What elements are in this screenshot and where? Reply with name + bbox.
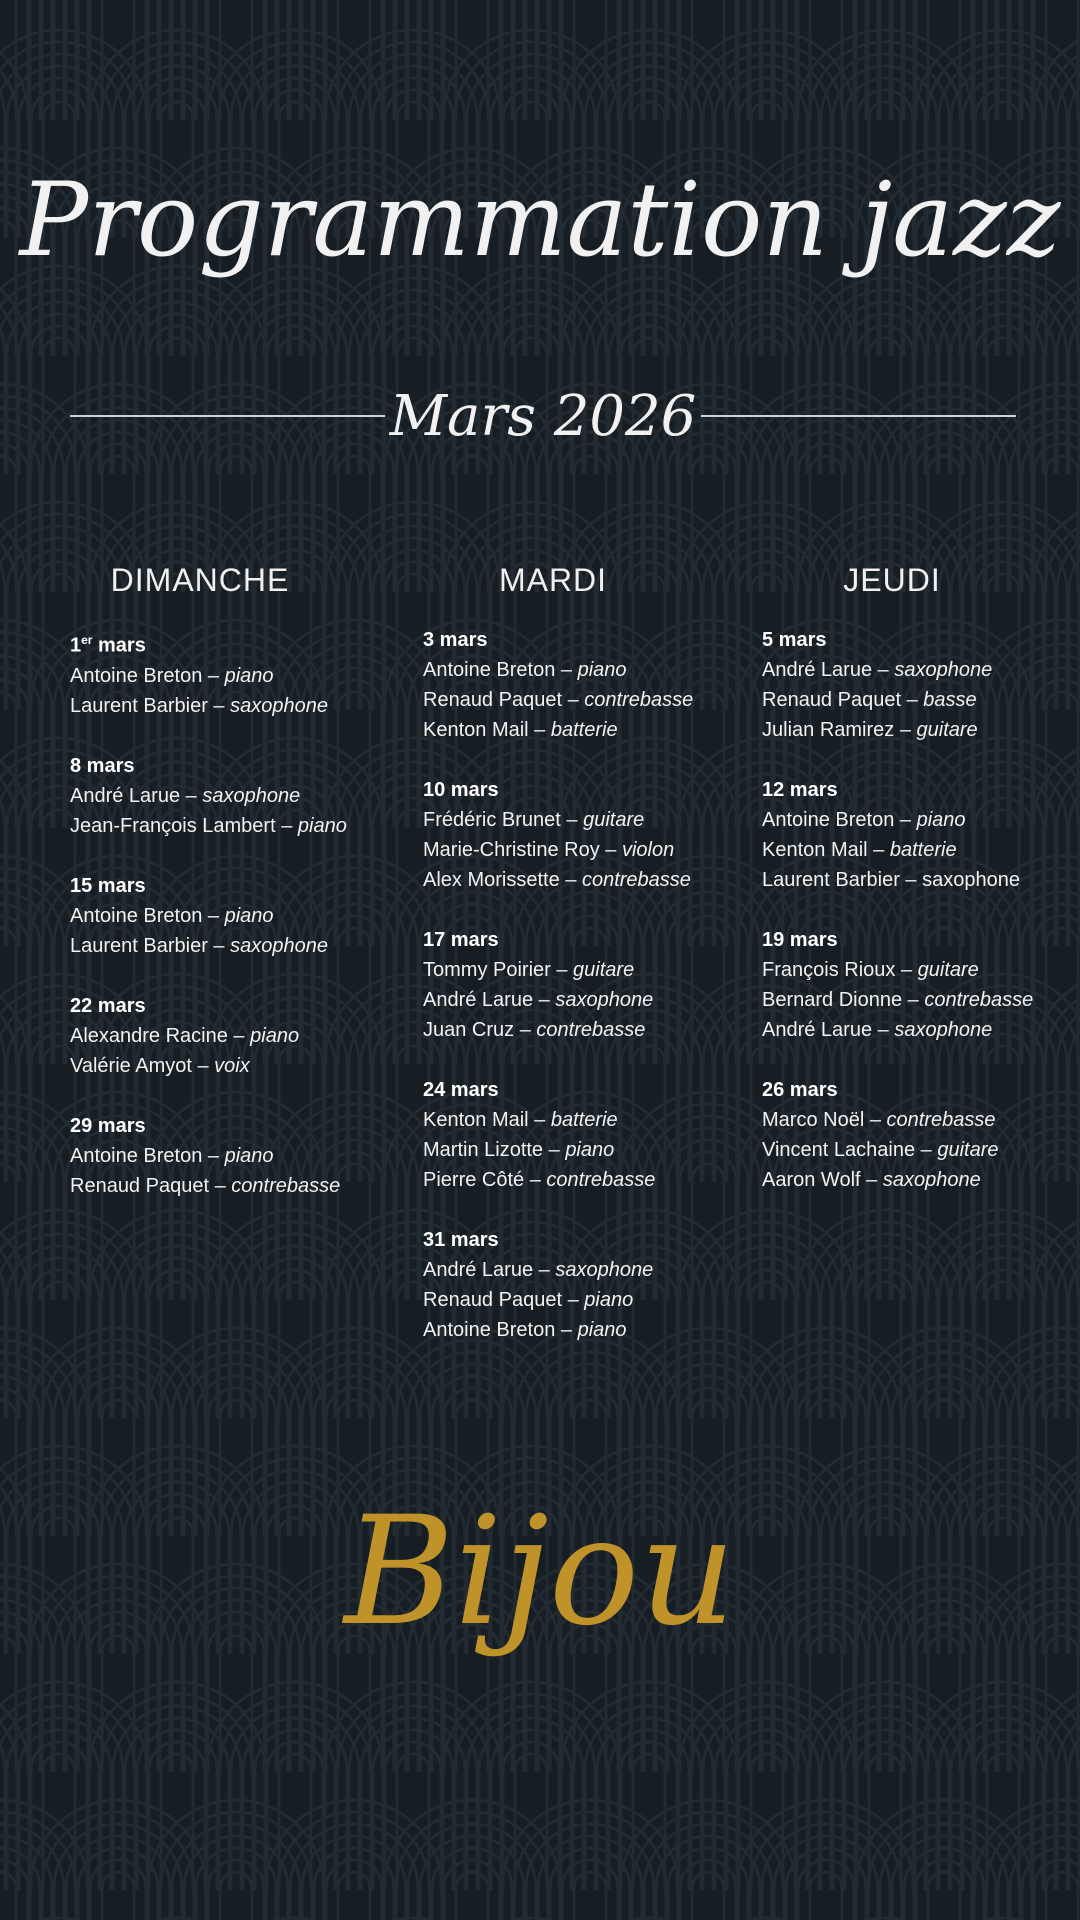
performer-name: Antoine Breton [70,904,203,927]
performer-line: Antoine Breton – piano [423,1319,627,1341]
event-date: 17 mars [423,929,499,951]
column-dimanche [70,555,347,1231]
performer-line: André Larue – saxophone [423,989,654,1011]
event-date: 19 mars [762,929,838,951]
performer-name: Aaron Wolf [762,1169,861,1191]
performer-instrument: guitare [573,959,635,981]
day-heading: MARDI [498,562,608,598]
performer-line: Aaron Wolf – saxophone [762,1169,981,1191]
performer-name: André Larue [423,989,534,1011]
event-date: 3 mars [423,629,488,651]
performer-instrument: saxophone [555,989,654,1011]
performer-name: André Larue [762,1019,873,1041]
performer-instrument: saxophone [230,694,328,717]
event-entry [423,925,693,1045]
performer-name: Kenton Mail [423,719,529,741]
performer-instrument: saxophone [922,869,1020,891]
performer-line: Pierre Côté – contrebasse [423,1169,656,1191]
venue-logo: Bijou [344,1485,736,1659]
performer-line: André Larue – saxophone [762,659,993,681]
pattern-arch [408,0,536,120]
performer-line: Kenton Mail – batterie [423,1109,618,1131]
performer-line: Marco Noël – contrebasse [762,1109,996,1131]
event-list [423,625,693,1345]
performer-name: Martin Lizotte [423,1139,544,1161]
divider-line-right [701,415,1016,417]
pattern-arch [880,0,1008,120]
performer-instrument: piano [224,664,274,687]
event-date: 1er mars [70,633,146,657]
performer-name: André Larue [423,1259,534,1281]
performer-instrument: voix [214,1054,250,1077]
performer-name: Valérie Amyot [70,1054,192,1077]
performer-line: Valérie Amyot – voix [70,1054,250,1077]
event-entry [423,625,693,745]
performer-line: Antoine Breton – piano [423,659,627,681]
event-date: 29 mars [70,1114,146,1137]
pattern-arch [90,0,146,120]
performer-name: Juan Cruz [423,1019,515,1041]
divider-line-left [70,415,385,417]
pattern-arch [54,0,182,120]
performer-line: Renaud Paquet – piano [423,1289,634,1311]
event-entry [70,991,347,1081]
performer-line: Martin Lizotte – piano [423,1139,615,1161]
performer-instrument: piano [565,1139,615,1161]
event-date: 24 mars [423,1079,499,1101]
subtitle-row [70,375,1016,459]
pattern-arch [810,1872,842,1920]
pattern-arch [0,762,5,946]
performer-name: Antoine Breton [423,659,556,681]
performer-line: Tommy Poirier – guitare [423,959,635,981]
performer-line: Antoine Breton – piano [70,904,274,927]
performer-name: Renaud Paquet [70,1174,210,1197]
pattern-arch [0,526,5,710]
poster-title: Programmation jazz [19,161,1061,280]
performer-name: Bernard Dionne [762,989,903,1011]
performer-line: Antoine Breton – piano [70,1144,274,1167]
pattern-arch [172,0,300,120]
performer-line: Laurent Barbier – saxophone [70,694,328,717]
performer-line: Antoine Breton – piano [70,664,274,687]
performer-instrument: saxophone [882,1169,981,1191]
performer-name: Laurent Barbier [70,934,208,957]
performer-name: Antoine Breton [70,1144,203,1167]
performer-instrument: contrebasse [546,1169,656,1191]
performer-instrument: basse [923,689,977,711]
event-entry [423,775,693,895]
performer-instrument: guitare [583,809,645,831]
pattern-arch [0,1234,5,1418]
performer-instrument: piano [584,1289,634,1311]
performer-line: Alex Morissette – contrebasse [423,869,691,891]
pattern-arch [208,0,264,120]
pattern-arch [326,0,382,120]
poster-subtitle: Mars 2026 [389,384,697,449]
performer-instrument: piano [577,659,627,681]
performer-name: Marco Noël [762,1109,865,1131]
event-entry [762,625,1033,745]
performer-instrument: batterie [550,1109,618,1131]
event-entry [762,1075,1033,1195]
event-entry [762,775,1033,895]
performer-name: Kenton Mail [762,839,868,861]
performer-instrument: saxophone [894,659,993,681]
event-date: 8 mars [70,754,135,777]
performer-instrument: piano [224,1144,274,1167]
performer-name: Renaud Paquet [762,689,902,711]
performer-line: Bernard Dionne – contrebasse [762,989,1034,1011]
performer-line: André Larue – saxophone [423,1259,654,1281]
event-date: 26 mars [762,1079,838,1101]
performer-instrument: guitare [916,719,978,741]
performer-name: André Larue [762,659,873,681]
event-entry [70,751,347,841]
column-mardi [423,555,693,1375]
day-heading: JEUDI [843,562,941,598]
performer-instrument: contrebasse [924,989,1034,1011]
pattern-arch [0,1706,5,1890]
pattern-arch [102,1872,134,1920]
performer-name: Laurent Barbier [70,694,208,717]
performer-instrument: saxophone [894,1019,993,1041]
performer-line: Renaud Paquet – contrebasse [423,689,694,711]
performer-line: François Rioux – guitare [762,959,979,981]
pattern-arch [916,0,972,120]
event-entry [762,925,1033,1045]
pattern-arch [526,0,654,120]
performer-name: André Larue [70,784,181,807]
performer-name: Kenton Mail [423,1109,529,1131]
performer-line: Jean-François Lambert – piano [70,814,347,837]
performer-name: Tommy Poirier [423,959,551,981]
performer-name: François Rioux [762,959,896,981]
performer-name: Antoine Breton [70,664,203,687]
event-entry [423,1225,693,1345]
event-entry [70,1111,347,1201]
pattern-arch [456,1872,488,1920]
event-date: 12 mars [762,779,838,801]
performer-instrument: contrebasse [581,869,691,891]
pattern-arch [680,0,736,120]
performer-line: Laurent Barbier – saxophone [762,869,1020,891]
pattern-arch [574,1872,606,1920]
pattern-arch [220,1872,252,1920]
performer-instrument: batterie [889,839,957,861]
performer-instrument: contrebasse [886,1109,996,1131]
performer-line: Vincent Lachaine – guitare [762,1139,999,1161]
performer-name: Jean-François Lambert [70,814,276,837]
pattern-arch [798,0,854,120]
performer-instrument: contrebasse [584,689,694,711]
performer-name: Alex Morissette [423,869,560,891]
performer-instrument: violon [621,839,675,861]
event-date: 15 mars [70,874,146,897]
performer-line: Alexandre Racine – piano [70,1024,300,1047]
performer-line: Renaud Paquet – contrebasse [70,1174,341,1197]
performer-line: Renaud Paquet – basse [762,689,977,711]
performer-instrument: piano [224,904,274,927]
pattern-arch [762,0,890,120]
performer-instrument: piano [577,1319,627,1341]
column-jeudi [762,555,1033,1225]
pattern-arch [338,1872,370,1920]
performer-instrument: saxophone [555,1259,654,1281]
performer-line: Frédéric Brunet – guitare [423,809,645,831]
event-date: 5 mars [762,629,827,651]
pattern-arch [444,0,500,120]
event-date: 31 mars [423,1229,499,1251]
event-entry [70,871,347,961]
performer-instrument: piano [297,814,347,837]
performer-name: Marie-Christine Roy [423,839,600,861]
pattern-arch [562,0,618,120]
performer-line: Kenton Mail – batterie [423,719,618,741]
performer-line: Kenton Mail – batterie [762,839,957,861]
performer-name: Renaud Paquet [423,1289,563,1311]
performer-line: Marie-Christine Roy – violon [423,839,675,861]
performer-name: Laurent Barbier [762,869,900,891]
pattern-arch [928,1872,960,1920]
performer-line: André Larue – saxophone [762,1019,993,1041]
performer-instrument: contrebasse [231,1174,341,1197]
pattern-arch [644,0,772,120]
performer-name: Antoine Breton [762,809,895,831]
pattern-arch [0,998,5,1182]
event-date: 10 mars [423,779,499,801]
pattern-arch [290,0,418,120]
performer-instrument: guitare [917,959,979,981]
performer-line: André Larue – saxophone [70,784,301,807]
performer-line: Julian Ramirez – guitare [762,719,978,741]
day-heading: DIMANCHE [110,562,290,598]
pattern-arch [1046,1872,1078,1920]
performer-name: Frédéric Brunet [423,809,561,831]
performer-instrument: saxophone [230,934,328,957]
performer-name: Renaud Paquet [423,689,563,711]
performer-name: Julian Ramirez [762,719,895,741]
performer-name: Antoine Breton [423,1319,556,1341]
performer-instrument: saxophone [202,784,301,807]
pattern-arch [0,290,5,474]
performer-name: Alexandre Racine [70,1024,228,1047]
event-entry [70,625,347,721]
performer-instrument: contrebasse [536,1019,646,1041]
performer-line: Laurent Barbier – saxophone [70,934,328,957]
performer-instrument: piano [250,1024,300,1047]
event-entry [423,1075,693,1195]
performer-name: Pierre Côté [423,1169,525,1191]
performer-line: Juan Cruz – contrebasse [423,1019,646,1041]
performer-instrument: guitare [937,1139,999,1161]
performer-line: Antoine Breton – piano [762,809,966,831]
event-list [70,625,347,1201]
performer-instrument: batterie [550,719,618,741]
event-date: 22 mars [70,994,146,1017]
pattern-arch [692,1872,724,1920]
performer-instrument: piano [916,809,966,831]
performer-name: Vincent Lachaine [762,1139,916,1161]
event-list [762,625,1033,1195]
